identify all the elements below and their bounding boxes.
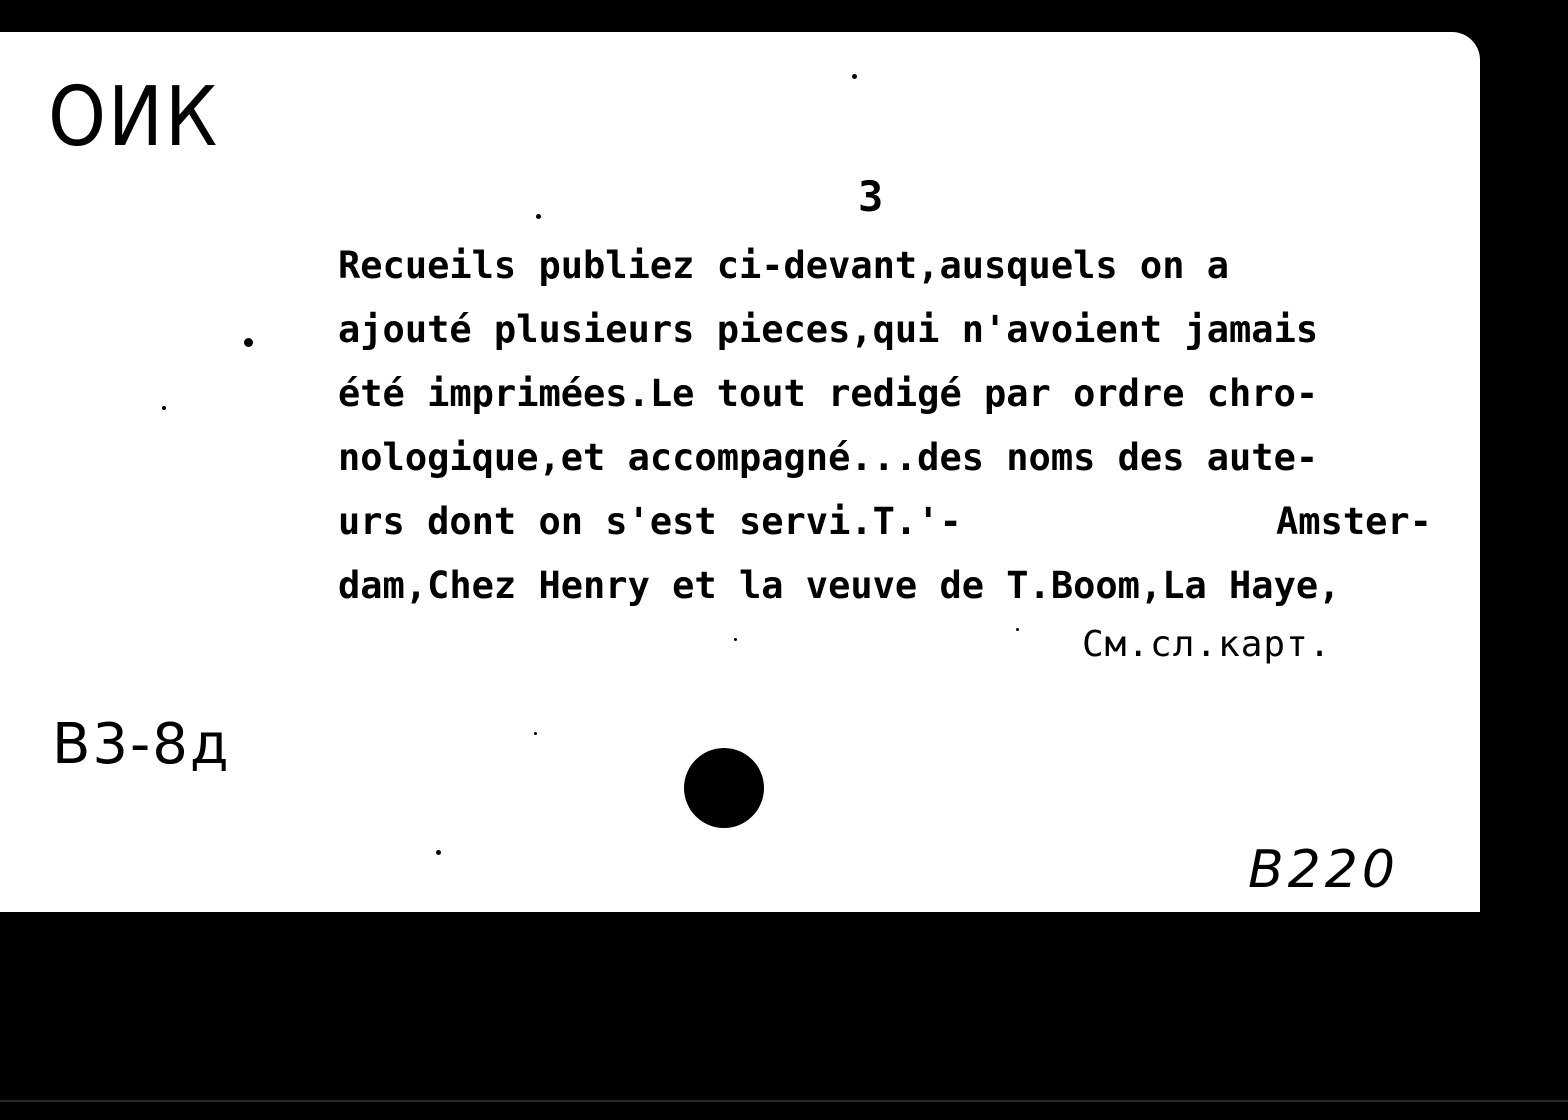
- card-text-line-5-right: Amster-: [1276, 500, 1432, 543]
- speck: [536, 214, 541, 219]
- speck: [852, 74, 857, 79]
- scan-edge-line: [0, 1100, 1568, 1102]
- catalog-card: [0, 32, 1480, 912]
- card-text-line-2: ajouté plusieurs pieces,qui n'avoient jamais: [338, 308, 1319, 351]
- speck: [534, 732, 537, 735]
- see-next-card-note: См.сл.карт.: [1082, 624, 1332, 665]
- handwritten-number: В220: [1248, 840, 1399, 900]
- card-text-line-5: urs dont on s'est servi.T.'-: [338, 500, 962, 543]
- speck: [1016, 628, 1019, 631]
- punch-hole: [684, 748, 764, 828]
- handwritten-shelfmark: В3-8д: [52, 712, 231, 777]
- card-text-line-1: Recueils publiez ci-devant,ausquels on a: [338, 244, 1230, 287]
- card-text-line-3: été imprimées.Le tout redigé par ordre chro-: [338, 372, 1319, 415]
- speck: [436, 850, 441, 855]
- speck: [734, 638, 737, 641]
- handwritten-code: ОИК: [48, 70, 220, 165]
- card-text-line-4: nologique,et accompagné...des noms des aute-: [338, 436, 1319, 479]
- card-number: 3: [858, 172, 884, 221]
- card-text-line-6: dam,Chez Henry et la veuve de T.Boom,La Haye,: [338, 564, 1341, 607]
- speck: [244, 338, 253, 347]
- speck: [162, 406, 166, 410]
